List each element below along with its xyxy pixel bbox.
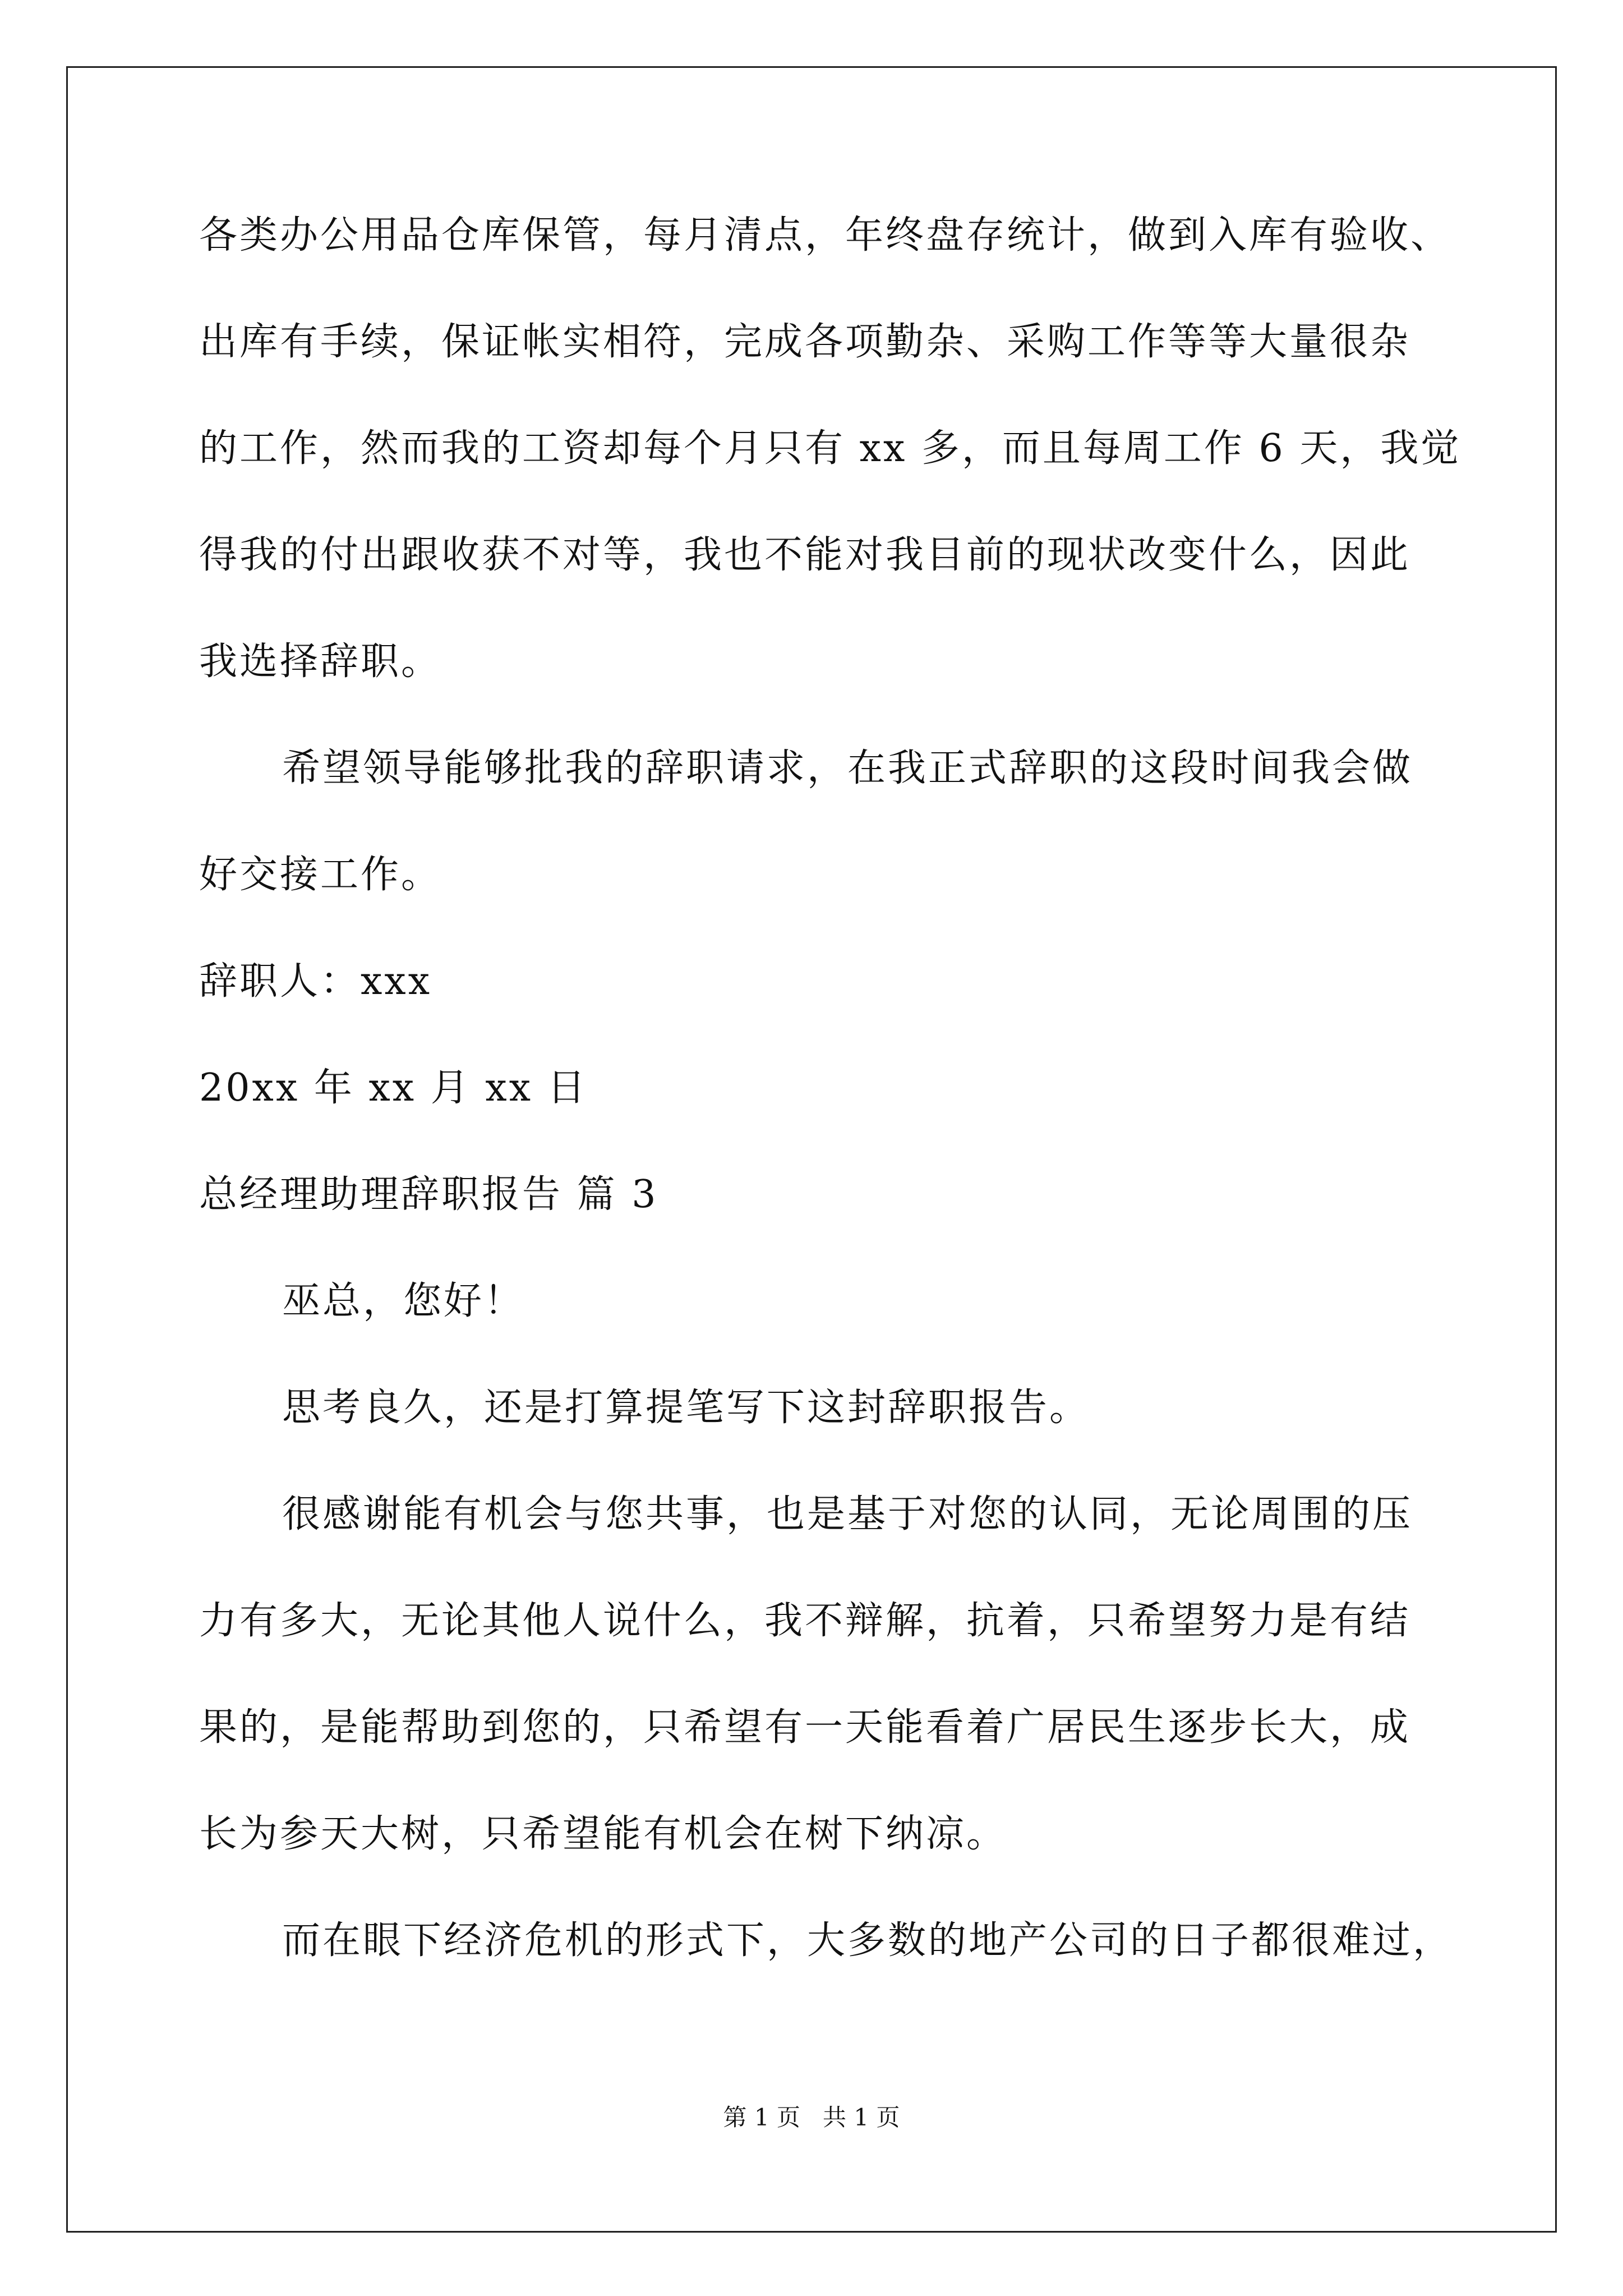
paragraph-line: 力有多大，无论其他人说什么，我不辩解，抗着，只希望努力是有结 [199,1599,1411,1643]
page-number-footer: 第 1 页 共 1 页 [723,2104,900,2131]
paragraph-line: 我选择辞职。 [199,639,442,684]
paragraph-line: 思考良久，还是打算提笔写下这封辞职报告。 [282,1386,1090,1430]
signer-line: 辞职人：xxx [199,959,432,1004]
date-line: 20xx 年 xx 月 xx 日 [199,1066,588,1110]
paragraph-line: 好交接工作。 [199,853,442,897]
paragraph-line: 果的，是能帮助到您的，只希望有一天能看着广居民生逐步长大，成 [199,1705,1411,1750]
paragraph-line: 的工作，然而我的工资却每个月只有 xx 多，而且每周工作 6 天，我觉 [199,426,1461,471]
paragraph-line: 得我的付出跟收获不对等，我也不能对我目前的现状改变什么，因此 [199,533,1411,577]
salutation: 巫总，您好！ [282,1279,525,1323]
paragraph-line: 出库有手续，保证帐实相符，完成各项勤杂、采购工作等等大量很杂 [199,320,1411,364]
paragraph-line: 长为参天大树，只希望能有机会在树下纳凉。 [199,1812,1007,1856]
page-border [66,66,1557,2233]
paragraph-line: 而在眼下经济危机的形式下，大多数的地产公司的日子都很难过， [282,1918,1454,1963]
paragraph-line: 很感谢能有机会与您共事，也是基于对您的认同，无论周围的压 [282,1492,1413,1536]
section-title: 总经理助理辞职报告 篇 3 [199,1172,658,1217]
paragraph-line: 希望领导能够批我的辞职请求，在我正式辞职的这段时间我会做 [282,746,1413,790]
paragraph-line: 各类办公用品仓库保管，每月清点，年终盘存统计，做到入库有验收、 [199,213,1451,257]
